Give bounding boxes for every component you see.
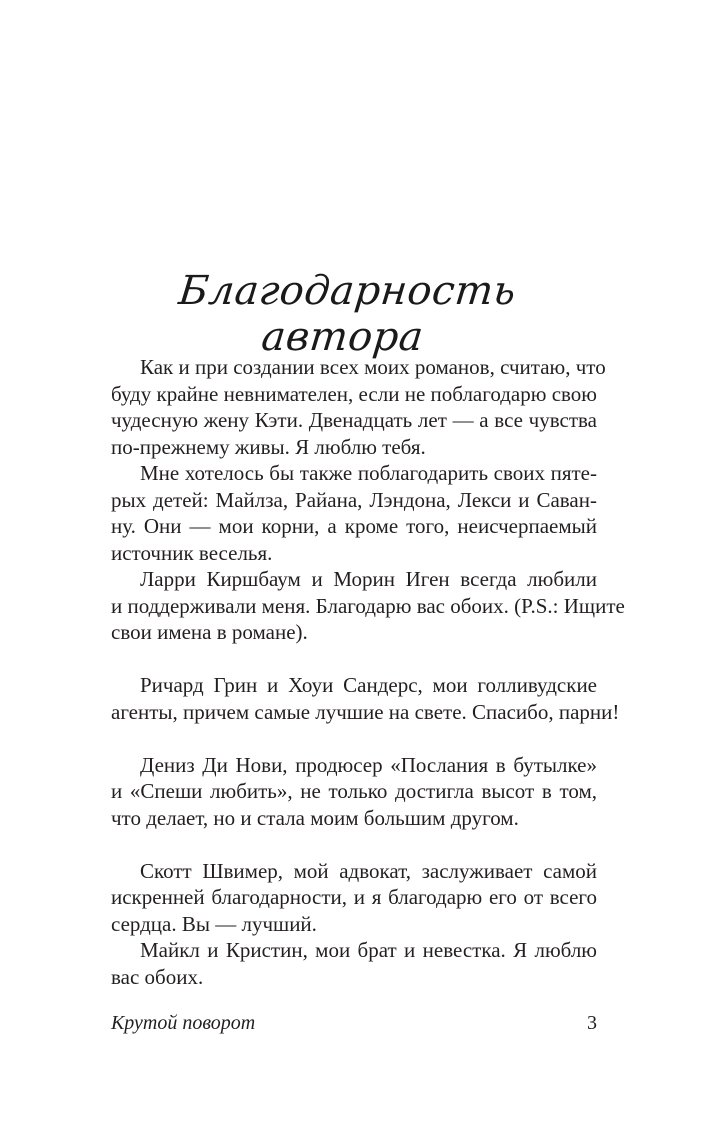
text-line: Ларри Киршбаум и Морин Иген всегда любили <box>140 567 597 591</box>
text-line: буду крайне невнимателен, если не поблагодарю свою <box>111 381 597 406</box>
text-line: по-прежнему живы. Я люблю тебя. <box>111 434 426 459</box>
text-line: Дениз Ди Нови, продюсер «Послания в бутылке» <box>140 752 597 777</box>
chapter-title: Благодарность автора <box>176 268 519 360</box>
text-line: ну. Они — мои корни, а кроме того, неисчерпаемый <box>111 514 597 538</box>
text-line: чудесную жену Кэти. Двенадцать лет — а все чувства <box>111 408 597 432</box>
text-line: агенты, причем самые лучшие на свете. Спасибо, парни! <box>111 699 620 724</box>
text-line: Как и при создании всех моих романов, считаю, что <box>140 355 606 379</box>
paragraph-gap <box>111 646 597 673</box>
text-line: вас обоих. <box>111 964 204 989</box>
text-line: искренней благодарности, и я благодарю его от всего <box>111 885 597 909</box>
text-line: и «Спеши любить», не только достигла высот в том, <box>111 779 597 803</box>
paragraph-gap <box>111 831 597 858</box>
text-line: и поддерживали меня. Благодарю вас обоих. (P.S.: Ищите <box>111 593 625 618</box>
body-text <box>111 354 625 990</box>
running-title: Крутой поворот <box>111 1012 256 1034</box>
page-footer <box>111 1012 597 1035</box>
text-line: рых детей: Майлза, Райана, Лэндона, Лекси и Саван- <box>111 487 597 512</box>
text-line: Ричард Грин и Хоуи Сандерс, мои голливудские <box>140 673 597 697</box>
text-line: что делает, но и стала моим большим другом. <box>111 805 519 830</box>
text-line: источник веселья. <box>111 540 273 565</box>
text-line: сердца. Вы — лучший. <box>111 911 317 936</box>
text-line: свои имена в романе). <box>111 620 308 644</box>
text-line: Майкл и Кристин, мои брат и невестка. Я люблю <box>140 938 597 962</box>
paragraph-gap <box>111 725 597 752</box>
text-line: Скотт Швимер, мой адвокат, заслуживает самой <box>140 858 597 883</box>
text-line: Мне хотелось бы также поблагодарить своих пяте- <box>140 461 597 485</box>
page-number: 3 <box>587 1012 597 1034</box>
